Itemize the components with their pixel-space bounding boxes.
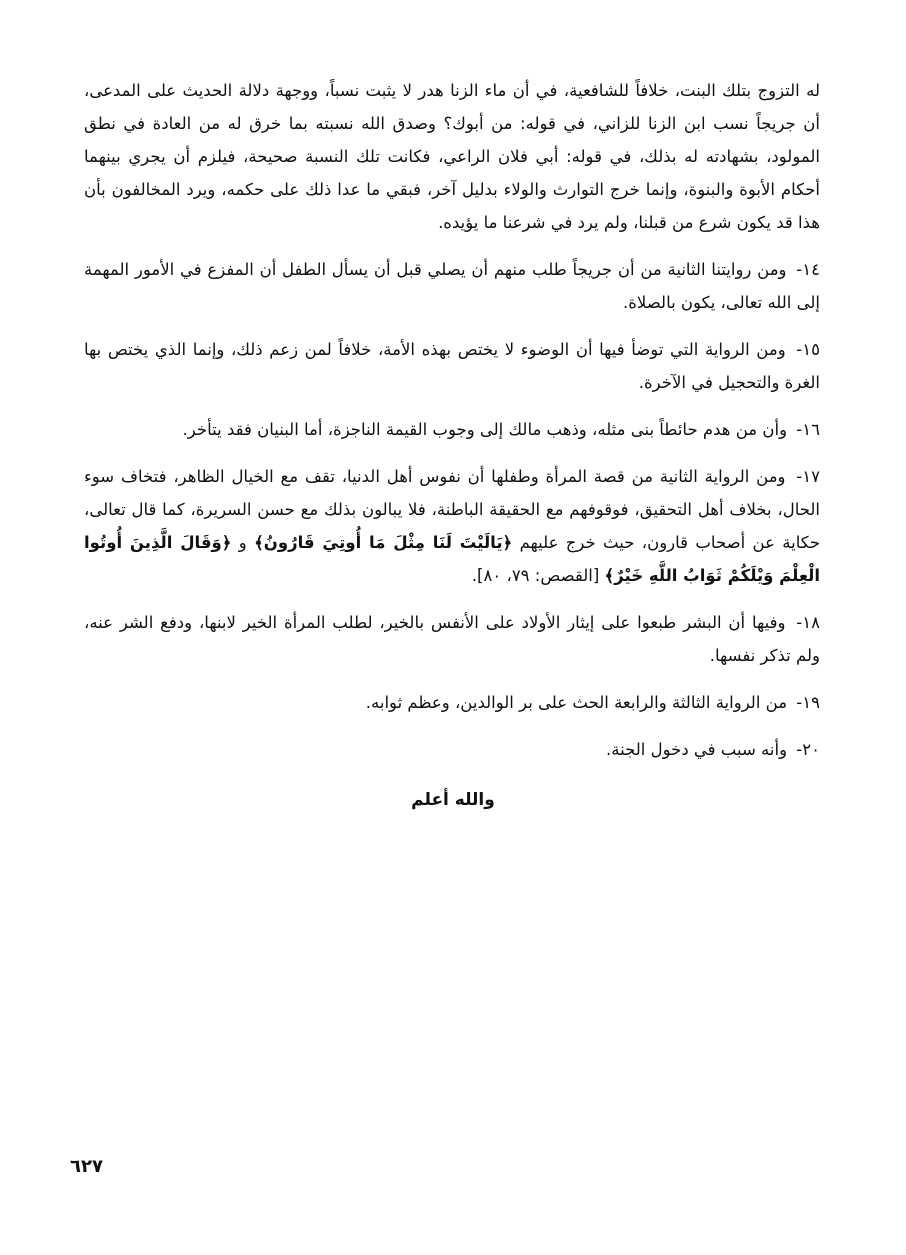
item-number: ١٨- <box>796 613 820 632</box>
item-number: ١٧- <box>796 467 820 486</box>
list-item-16 <box>84 413 820 446</box>
item-number: ١٦- <box>796 420 820 439</box>
item-text: وأن من هدم حائطاً بنى مثله، وذهب مالك إلى وجوب القيمة الناجزة، أما البنيان فقد يتأخر. <box>182 420 788 439</box>
closing-phrase: والله أعلم <box>411 790 495 810</box>
item-text: ومن الرواية الثانية من قصة المرأة وطفلها أن نفوس أهل الدنيا، تقف مع الخيال الظاهر، فتخاف سوء الحال، بخلاف أهل التحقيق، فوقوفهم مع الحقيقة الباطنة، فلا يبالون بذلك مع حسن السريرة، كما قال تعالى، حكاية عن أصحاب قارون، حيث خرج عليهم <box>84 467 821 552</box>
item-text: ومن الرواية التي توضأ فيها أن الوضوء لا يختص بهذه الأمة، خلافاً لمن زعم ذلك، وإنما الذي يختص بها الغرة والتحجيل في الآخرة. <box>84 340 820 392</box>
item-text: وأنه سبب في دخول الجنة. <box>606 740 788 759</box>
item-text: من الرواية الثالثة والرابعة الحث على بر الوالدين، وعظم ثوابه. <box>365 693 788 712</box>
intro-paragraph: له التزوج بتلك البنت، خلافاً للشافعية، في أن ماء الزنا هدر لا يثبت نسباً، ووجهة دلالة الحديث على المدعى، أن جريجاً نسب ابن الزنا للزاني، في قوله: من أبوك؟ وصدق الله نسبته بما خرق له من العادة في نطق المولود، بشهادته له بذلك، في قوله: أبي فلان الراعي، فكانت تلك النسبة صحيحة، فيلزم أن يجري بينهما أحكام الأبوة والبنوة، وإنما خرج التوارث والولاء بدليل آخر، فبقي ما عدا ذلك على حكمه، ويرد المخالفون بأن هذا قد يكون شرع من قبلنا، ولم يرد في شرعنا ما يؤيده. <box>84 81 820 232</box>
item-text: ومن روايتنا الثانية من أن جريجاً طلب منهم أن يصلي قبل أن يسأل الطفل أن المفزع في الأمور المهمة إلى الله تعالى، يكون بالصلاة. <box>84 260 820 312</box>
list-item-15 <box>84 333 820 399</box>
verse-reference: [القصص: ٧٩، ٨٠]. <box>471 566 600 585</box>
list-item-20 <box>84 733 820 766</box>
list-item-14 <box>84 253 820 319</box>
page-content <box>84 74 820 780</box>
item-number: ١٥- <box>796 340 820 359</box>
item-number: ١٩- <box>796 693 820 712</box>
conjunction: و <box>238 533 247 552</box>
item-number: ٢٠- <box>796 740 820 759</box>
list-item-18 <box>84 606 820 672</box>
list-item-17 <box>84 460 820 592</box>
item-text: وفيها أن البشر طبعوا على إيثار الأولاد على الأنفس بالخير، لطلب المرأة الخير لابنها، ودفع الشر عنه، ولم تذكر نفسها. <box>84 613 820 665</box>
quran-verse-2: ﴿وَقَالَ الَّذِينَ أُوتُوا الْعِلْمَ وَيْلَكُمْ ثَوَابُ اللَّهِ خَيْرٌ﴾ <box>84 533 820 585</box>
page-number: ٦٢٧ <box>70 1156 103 1177</box>
list-item-19 <box>84 686 820 719</box>
quran-verse-1: ﴿يَالَيْتَ لَنَا مِثْلَ مَا أُوتِيَ قَارُونُ﴾ <box>254 533 513 552</box>
item-number: ١٤- <box>796 260 820 279</box>
